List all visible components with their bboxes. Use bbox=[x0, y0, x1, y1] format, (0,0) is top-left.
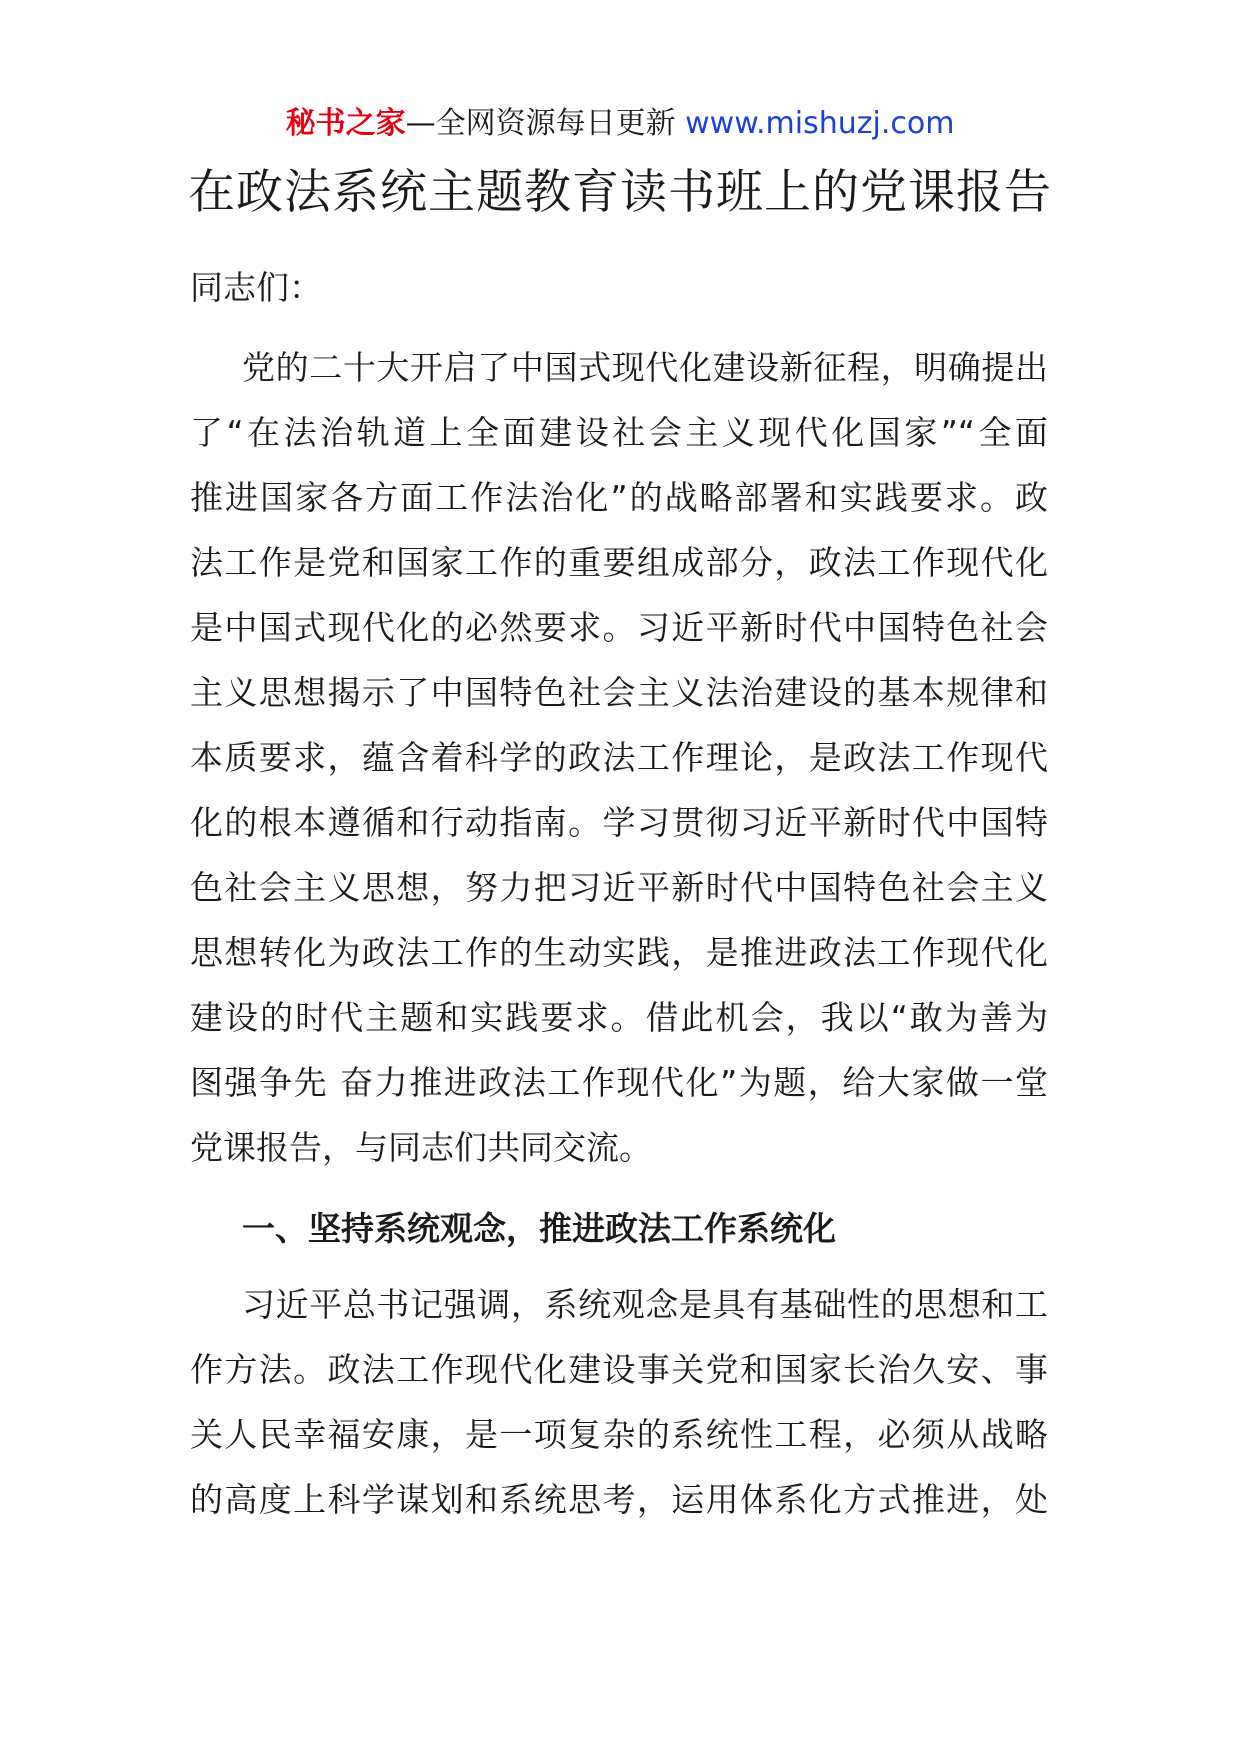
paragraph-line: 建设的时代主题和实践要求。借此机会，我以“敢为善为 bbox=[190, 998, 1048, 1037]
salutation: 同志们： bbox=[190, 268, 322, 307]
paragraph-line: 的高度上科学谋划和系统思考，运用体系化方式推进，处 bbox=[190, 1480, 1048, 1519]
header-slogan: —全网资源每日更新 bbox=[405, 106, 686, 141]
site-header bbox=[0, 104, 1240, 144]
brand-name: 秘书之家 bbox=[285, 106, 406, 141]
paragraph-line: 关人民幸福安康，是一项复杂的系统性工程，必须从战略 bbox=[190, 1415, 1048, 1454]
paragraph-line: 图强争先 奋力推进政法工作现代化”为题，给大家做一堂 bbox=[190, 1063, 1048, 1102]
paragraph-2 bbox=[190, 1272, 1048, 1532]
document-title: 在政法系统主题教育读书班上的党课报告 bbox=[188, 165, 1052, 220]
paragraph-line: 色社会主义思想，努力把习近平新时代中国特色社会主义 bbox=[190, 868, 1048, 907]
paragraph-line: 推进国家各方面工作法治化”的战略部署和实践要求。政 bbox=[190, 478, 1048, 517]
paragraph-line: 了“在法治轨道上全面建设社会主义现代化国家”“全面 bbox=[190, 413, 1048, 452]
paragraph-line: 是中国式现代化的必然要求。习近平新时代中国特色社会 bbox=[190, 608, 1048, 647]
header-url-link[interactable]: www.mishuzj.com bbox=[685, 106, 955, 141]
paragraph-line: 作方法。政法工作现代化建设事关党和国家长治久安、事 bbox=[190, 1350, 1048, 1389]
section-heading-1: 一、坚持系统观念，推进政法工作系统化 bbox=[242, 1209, 836, 1248]
paragraph-line: 化的根本遵循和行动指南。学习贯彻习近平新时代中国特 bbox=[190, 803, 1048, 842]
paragraph-line: 法工作是党和国家工作的重要组成部分，政法工作现代化 bbox=[190, 543, 1048, 582]
paragraph-line: 党课报告，与同志们共同交流。 bbox=[190, 1128, 652, 1167]
paragraph-line: 主义思想揭示了中国特色社会主义法治建设的基本规律和 bbox=[190, 673, 1048, 712]
paragraph-line: 党的二十大开启了中国式现代化建设新征程，明确提出 bbox=[242, 348, 1048, 387]
paragraph-line: 思想转化为政法工作的生动实践，是推进政法工作现代化 bbox=[190, 933, 1048, 972]
paragraph-1 bbox=[190, 335, 1048, 1180]
paragraph-line: 习近平总书记强调，系统观念是具有基础性的思想和工 bbox=[242, 1285, 1048, 1324]
paragraph-line: 本质要求，蕴含着科学的政法工作理论，是政法工作现代 bbox=[190, 738, 1048, 777]
